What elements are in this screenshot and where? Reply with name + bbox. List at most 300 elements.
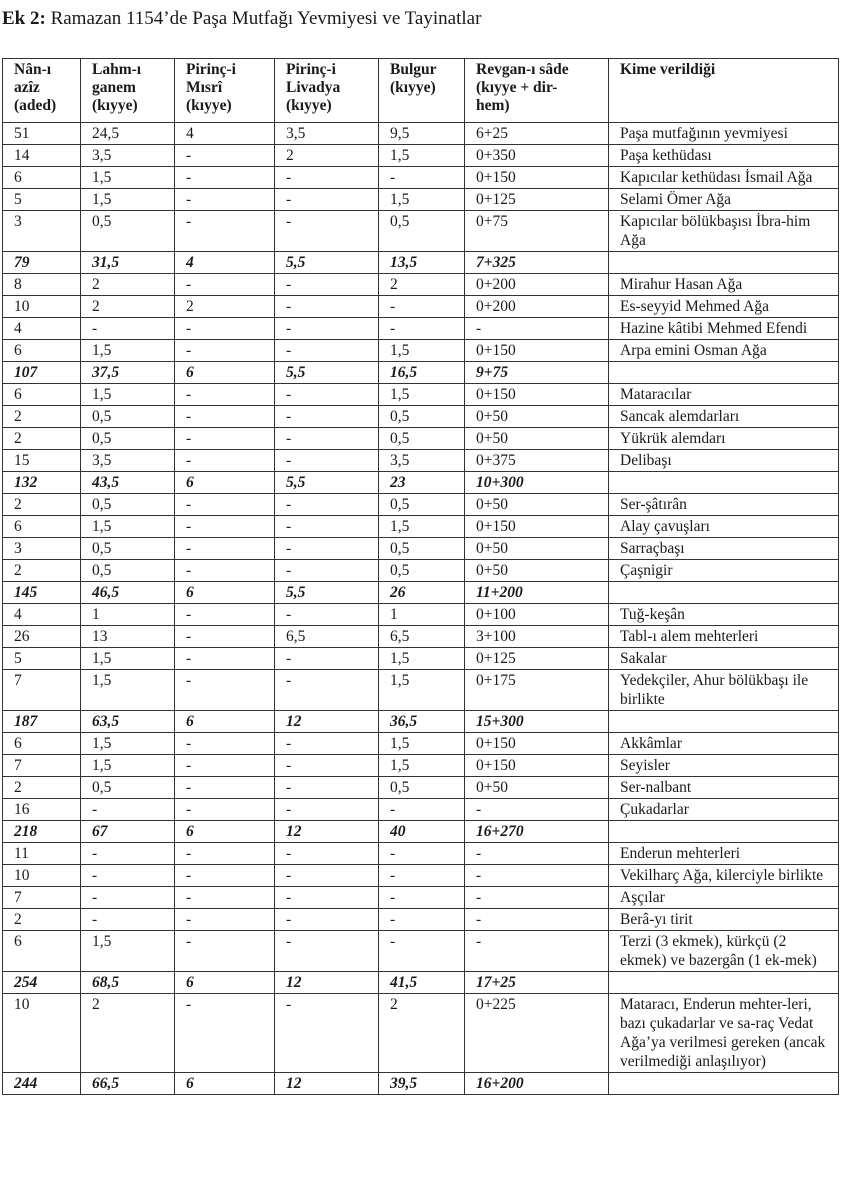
table-cell: 0,5 (379, 560, 465, 582)
table-cell: 2 (3, 560, 81, 582)
table-cell: - (275, 406, 379, 428)
table-cell: - (275, 340, 379, 362)
table-cell: 0+50 (465, 560, 609, 582)
table-cell: Tuğ-keşân (609, 604, 839, 626)
table-cell: 107 (3, 362, 81, 384)
table-cell: - (465, 887, 609, 909)
table-cell: 0,5 (379, 538, 465, 560)
table-cell: Vekilharç Ağa, kilerciyle birlikte (609, 865, 839, 887)
table-cell: 5,5 (275, 582, 379, 604)
table-cell: - (275, 211, 379, 252)
table-row (3, 626, 839, 648)
table-cell: - (379, 296, 465, 318)
table-cell: - (275, 733, 379, 755)
table-cell: 4 (3, 604, 81, 626)
table-cell: 15 (3, 450, 81, 472)
table-cell: 10 (3, 296, 81, 318)
table-cell: 1,5 (379, 516, 465, 538)
table-cell: - (379, 799, 465, 821)
table-cell: 0+175 (465, 670, 609, 711)
table-cell: 7 (3, 755, 81, 777)
table-cell: - (275, 296, 379, 318)
table-cell: 0,5 (379, 211, 465, 252)
table-cell: Mirahur Hasan Ağa (609, 274, 839, 296)
column-header-line: Kime verildiği (620, 61, 716, 78)
table-cell: - (175, 733, 275, 755)
table-cell: - (275, 755, 379, 777)
table-cell: 31,5 (81, 252, 175, 274)
column-header-line: Livadya (286, 79, 341, 96)
table-cell: - (275, 189, 379, 211)
table-cell: 6 (175, 472, 275, 494)
column-header-line: (kıyye) (92, 97, 138, 114)
table-cell: 63,5 (81, 711, 175, 733)
table-cell: 67 (81, 821, 175, 843)
table-cell: Mataracılar (609, 384, 839, 406)
table-cell (609, 972, 839, 994)
table-cell: 2 (3, 909, 81, 931)
table-row (3, 450, 839, 472)
table-cell: 1,5 (379, 648, 465, 670)
table-cell: 1,5 (379, 189, 465, 211)
column-header (3, 59, 81, 123)
table-cell: 7 (3, 887, 81, 909)
table-cell: 2 (379, 994, 465, 1073)
table-cell: 3 (3, 538, 81, 560)
table-cell: - (275, 994, 379, 1073)
table-cell (609, 472, 839, 494)
table-cell: 0+50 (465, 494, 609, 516)
table-cell: 0+50 (465, 777, 609, 799)
table-cell: 1,5 (379, 733, 465, 755)
table-cell: 0,5 (81, 494, 175, 516)
table-cell: 66,5 (81, 1073, 175, 1095)
table-cell: - (379, 167, 465, 189)
table-cell: 79 (3, 252, 81, 274)
table-cell: 145 (3, 582, 81, 604)
table-cell: 1 (81, 604, 175, 626)
table-cell: 1,5 (81, 931, 175, 972)
table-cell: - (465, 909, 609, 931)
table-cell: 0+150 (465, 340, 609, 362)
subtotal-row (3, 972, 839, 994)
table-cell: - (465, 318, 609, 340)
table-cell: - (175, 843, 275, 865)
table-cell: 6+25 (465, 123, 609, 145)
table-cell: Arpa emini Osman Ağa (609, 340, 839, 362)
table-cell: 12 (275, 972, 379, 994)
table-cell: 6 (175, 821, 275, 843)
table-cell: 13 (81, 626, 175, 648)
table-cell: 2 (3, 406, 81, 428)
table-cell: 23 (379, 472, 465, 494)
table-cell: 2 (81, 994, 175, 1073)
table-cell: 0+50 (465, 406, 609, 428)
caption-title: Ramazan 1154’de Paşa Mutfağı Yevmiyesi ve Tayinatlar (50, 8, 482, 29)
table-cell: 5 (3, 648, 81, 670)
subtotal-row (3, 1073, 839, 1095)
table-cell: - (175, 384, 275, 406)
table-cell: Tabl-ı alem mehterleri (609, 626, 839, 648)
table-cell: 0+350 (465, 145, 609, 167)
table-cell: - (175, 189, 275, 211)
table-cell (609, 582, 839, 604)
table-cell: 0+150 (465, 516, 609, 538)
table-cell: Yükrük alemdarı (609, 428, 839, 450)
table-cell: 2 (175, 296, 275, 318)
table-cell: 5,5 (275, 472, 379, 494)
table-cell: 1,5 (379, 670, 465, 711)
table-cell: 16+270 (465, 821, 609, 843)
column-header-line: (aded) (14, 97, 57, 114)
subtotal-row (3, 821, 839, 843)
table-cell: 3+100 (465, 626, 609, 648)
table-cell: - (175, 799, 275, 821)
table-cell: - (175, 887, 275, 909)
subtotal-row (3, 582, 839, 604)
table-cell: 12 (275, 821, 379, 843)
table-cell: - (81, 799, 175, 821)
table-cell: 9+75 (465, 362, 609, 384)
table-row (3, 560, 839, 582)
table-caption (2, 6, 481, 32)
table-cell: 1 (379, 604, 465, 626)
table-cell: - (465, 843, 609, 865)
table-row (3, 994, 839, 1073)
column-header (465, 59, 609, 123)
table-cell: 218 (3, 821, 81, 843)
table-cell: 1,5 (81, 189, 175, 211)
table-cell: 2 (81, 274, 175, 296)
table-cell: 14 (3, 145, 81, 167)
table-cell: 6 (175, 711, 275, 733)
table-cell: - (275, 450, 379, 472)
column-header-line: Pirinç-i (186, 61, 236, 78)
column-header-line: azîz (14, 79, 40, 96)
table-row (3, 538, 839, 560)
table-cell: - (275, 843, 379, 865)
column-header-line: (kıyye) (186, 97, 232, 114)
table-cell: 8 (3, 274, 81, 296)
table-cell: - (275, 887, 379, 909)
table-cell: 6,5 (275, 626, 379, 648)
table-cell: - (275, 865, 379, 887)
header-row (3, 59, 839, 123)
table-cell: 6 (175, 582, 275, 604)
table-cell: 46,5 (81, 582, 175, 604)
table-cell: 0,5 (379, 494, 465, 516)
table-cell: 24,5 (81, 123, 175, 145)
table-row (3, 604, 839, 626)
table-cell: Delibaşı (609, 450, 839, 472)
table-cell: Çaşnigir (609, 560, 839, 582)
table-cell: 2 (3, 494, 81, 516)
table-cell: 4 (175, 252, 275, 274)
table-cell: - (175, 909, 275, 931)
column-header-line: (kıyye + dir- (476, 79, 558, 96)
table-cell: 1,5 (81, 670, 175, 711)
table-cell: 3,5 (81, 145, 175, 167)
table-cell: - (379, 931, 465, 972)
table-cell: Çukadarlar (609, 799, 839, 821)
table-cell: - (175, 931, 275, 972)
table-cell: - (175, 494, 275, 516)
table-cell (609, 821, 839, 843)
table-cell: 6 (175, 362, 275, 384)
table-cell: - (175, 145, 275, 167)
table-row (3, 428, 839, 450)
table-cell: 6 (3, 516, 81, 538)
table-cell: 16+200 (465, 1073, 609, 1095)
subtotal-row (3, 472, 839, 494)
table-cell: 40 (379, 821, 465, 843)
table-cell: 13,5 (379, 252, 465, 274)
table-cell: 3,5 (379, 450, 465, 472)
table-cell: 5,5 (275, 362, 379, 384)
table-cell: 2 (81, 296, 175, 318)
table-cell: 6 (3, 340, 81, 362)
table-cell: - (465, 865, 609, 887)
table-row (3, 340, 839, 362)
table-cell (609, 362, 839, 384)
table-row (3, 406, 839, 428)
table-cell: 1,5 (81, 733, 175, 755)
table-cell: 1,5 (379, 145, 465, 167)
table-cell: - (175, 428, 275, 450)
table-cell: - (175, 538, 275, 560)
table-cell: Seyisler (609, 755, 839, 777)
table-cell: - (465, 931, 609, 972)
table-cell: Kapıcılar bölükbaşısı İbra-him Ağa (609, 211, 839, 252)
table-cell: - (175, 670, 275, 711)
table-cell: 41,5 (379, 972, 465, 994)
table-row (3, 648, 839, 670)
column-header-line: ganem (92, 79, 136, 96)
column-header-line: Pirinç-i (286, 61, 336, 78)
table-cell: - (81, 318, 175, 340)
table-cell: 1,5 (81, 340, 175, 362)
table-cell: 6 (3, 167, 81, 189)
table-cell (609, 1073, 839, 1095)
table-cell: 0+150 (465, 733, 609, 755)
column-header-line: Lahm-ı (92, 61, 142, 78)
table-cell: Enderun mehterleri (609, 843, 839, 865)
column-header-line: Nân-ı (14, 61, 52, 78)
table-cell: 0,5 (379, 777, 465, 799)
table-cell: 3 (3, 211, 81, 252)
table-cell: - (275, 274, 379, 296)
table-cell: 1,5 (379, 755, 465, 777)
table-cell: 12 (275, 711, 379, 733)
table-cell: - (275, 670, 379, 711)
table-cell: - (175, 167, 275, 189)
table-cell: - (175, 516, 275, 538)
table-cell: - (275, 909, 379, 931)
table-cell: 0+125 (465, 189, 609, 211)
table-cell: 3,5 (81, 450, 175, 472)
table-cell: - (175, 777, 275, 799)
table-cell: 6 (175, 972, 275, 994)
column-header (379, 59, 465, 123)
table-row (3, 799, 839, 821)
table-cell: 0+150 (465, 755, 609, 777)
table-cell: 6,5 (379, 626, 465, 648)
table-cell: Hazine kâtibi Mehmed Efendi (609, 318, 839, 340)
ration-table (2, 58, 839, 1095)
table-cell: 2 (3, 428, 81, 450)
table-body (3, 123, 839, 1095)
table-row (3, 494, 839, 516)
table-cell: - (175, 755, 275, 777)
table-cell: 15+300 (465, 711, 609, 733)
table-cell: Paşa kethüdası (609, 145, 839, 167)
table-cell: 0+100 (465, 604, 609, 626)
table-row (3, 516, 839, 538)
table-cell: - (275, 799, 379, 821)
column-header (275, 59, 379, 123)
table-cell: 5,5 (275, 252, 379, 274)
table-cell: 187 (3, 711, 81, 733)
table-cell: - (175, 274, 275, 296)
table-cell: 0+75 (465, 211, 609, 252)
table-cell: 0+225 (465, 994, 609, 1073)
table-cell: 17+25 (465, 972, 609, 994)
table-cell: 37,5 (81, 362, 175, 384)
table-cell: 0,5 (379, 406, 465, 428)
table-cell: 0+50 (465, 428, 609, 450)
table-cell: 132 (3, 472, 81, 494)
table-cell: 6 (175, 1073, 275, 1095)
table-cell: - (175, 648, 275, 670)
table-cell: 2 (3, 777, 81, 799)
table-row (3, 123, 839, 145)
table-row (3, 384, 839, 406)
table-cell: 10 (3, 994, 81, 1073)
table-cell: - (175, 626, 275, 648)
column-header (81, 59, 175, 123)
table-cell: - (275, 516, 379, 538)
table-cell: 0+150 (465, 384, 609, 406)
table-row (3, 145, 839, 167)
table-cell: 5 (3, 189, 81, 211)
table-cell: 51 (3, 123, 81, 145)
column-header-line: Revgan-ı sâde (476, 61, 569, 78)
table-cell: - (465, 799, 609, 821)
table-cell: Terzi (3 ekmek), kürkçü (2 ekmek) ve bazergân (1 ek-mek) (609, 931, 839, 972)
table-cell: Mataracı, Enderun mehter-leri, bazı çukadarlar ve sa-raç Vedat Ağa’ya verilmesi gereken (ancak verilmediği anlaşılıyor) (609, 994, 839, 1073)
table-cell: - (379, 865, 465, 887)
table-cell: 4 (175, 123, 275, 145)
table-cell: 1,5 (379, 384, 465, 406)
table-cell (609, 252, 839, 274)
table-row (3, 733, 839, 755)
table-cell: Akkâmlar (609, 733, 839, 755)
table-cell: 11+200 (465, 582, 609, 604)
table-cell: - (275, 318, 379, 340)
table-cell: 2 (275, 145, 379, 167)
table-row (3, 909, 839, 931)
table-cell: - (275, 931, 379, 972)
table-cell: 12 (275, 1073, 379, 1095)
table-cell: 0,5 (81, 538, 175, 560)
table-cell: - (275, 604, 379, 626)
table-cell: - (81, 909, 175, 931)
column-header-line: (kıyye) (390, 79, 436, 96)
table-cell: - (275, 428, 379, 450)
table-cell: - (175, 994, 275, 1073)
table-cell: 0+200 (465, 274, 609, 296)
table-cell: - (379, 909, 465, 931)
table-cell: 16,5 (379, 362, 465, 384)
table-row (3, 296, 839, 318)
table-cell: 1,5 (81, 167, 175, 189)
table-cell: - (81, 843, 175, 865)
table-cell: - (175, 340, 275, 362)
table-cell: - (379, 887, 465, 909)
table-row (3, 211, 839, 252)
table-cell: - (379, 843, 465, 865)
table-cell: 26 (3, 626, 81, 648)
column-header-line: hem) (476, 97, 510, 114)
table-row (3, 931, 839, 972)
table-cell: - (81, 865, 175, 887)
table-cell: 16 (3, 799, 81, 821)
table-cell: 10+300 (465, 472, 609, 494)
table-cell: - (175, 560, 275, 582)
table-cell: 68,5 (81, 972, 175, 994)
table-cell: Alay çavuşları (609, 516, 839, 538)
table-row (3, 274, 839, 296)
table-cell: 0,5 (81, 211, 175, 252)
table-cell: - (275, 494, 379, 516)
table-cell: 0,5 (81, 406, 175, 428)
table-cell: 7+325 (465, 252, 609, 274)
table-cell: 10 (3, 865, 81, 887)
table-cell: Kapıcılar kethüdası İsmail Ağa (609, 167, 839, 189)
table-cell (609, 711, 839, 733)
table-cell: Ser-nalbant (609, 777, 839, 799)
table-cell: - (175, 211, 275, 252)
table-row (3, 189, 839, 211)
table-cell: 0,5 (81, 428, 175, 450)
table-cell: 0+125 (465, 648, 609, 670)
table-cell: - (275, 538, 379, 560)
table-row (3, 777, 839, 799)
table-cell: - (175, 318, 275, 340)
table-cell: Ser-şâtırân (609, 494, 839, 516)
table-cell: 254 (3, 972, 81, 994)
table-cell: 9,5 (379, 123, 465, 145)
table-row (3, 843, 839, 865)
table-cell: 7 (3, 670, 81, 711)
table-cell: 43,5 (81, 472, 175, 494)
table-cell: - (275, 777, 379, 799)
column-header-line: Bulgur (390, 61, 437, 78)
table-cell: - (275, 384, 379, 406)
table-cell: 1,5 (81, 516, 175, 538)
table-cell: 6 (3, 931, 81, 972)
table-cell: - (275, 648, 379, 670)
table-cell: - (175, 406, 275, 428)
table-cell: 0+200 (465, 296, 609, 318)
table-row (3, 865, 839, 887)
table-cell: Es-seyyid Mehmed Ağa (609, 296, 839, 318)
column-header (175, 59, 275, 123)
table-cell: - (275, 167, 379, 189)
table-cell: Selami Ömer Ağa (609, 189, 839, 211)
subtotal-row (3, 711, 839, 733)
table-cell: 1,5 (81, 648, 175, 670)
